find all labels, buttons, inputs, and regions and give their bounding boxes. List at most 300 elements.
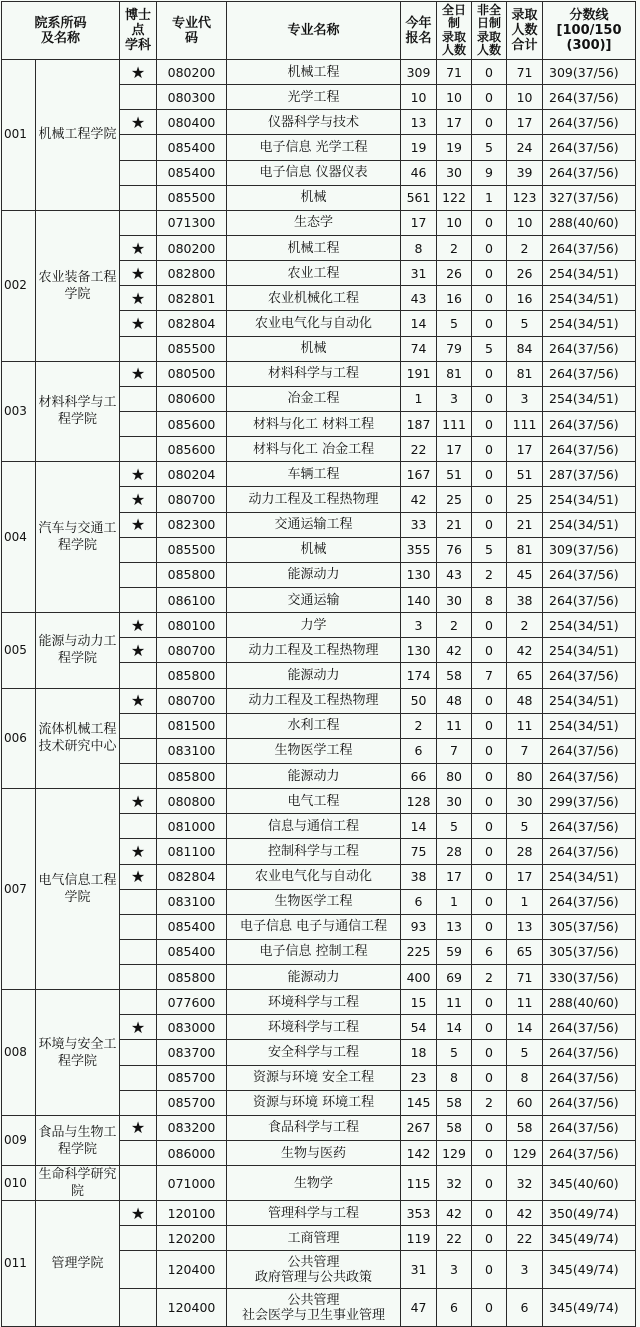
- institute-name: 农业装备工程学院: [36, 210, 120, 361]
- major-name: 交通运输: [227, 587, 401, 612]
- phd-star-icon: [120, 738, 157, 763]
- phd-star-icon: [120, 185, 157, 210]
- major-name: 工商管理: [227, 1226, 401, 1251]
- fulltime-count: 22: [437, 1226, 472, 1251]
- phd-star-icon: ★: [120, 1201, 157, 1226]
- total-count: 48: [507, 688, 543, 713]
- major-name-line: 公共管理: [287, 1254, 340, 1270]
- applicants-count: 43: [401, 286, 437, 311]
- phd-star-icon: [120, 437, 157, 462]
- fulltime-count: 30: [437, 587, 472, 612]
- total-count: 28: [507, 839, 543, 864]
- phd-star-icon: ★: [120, 311, 157, 336]
- major-name: [227, 1289, 401, 1327]
- major-code: 077600: [157, 990, 227, 1015]
- phd-star-icon: ★: [120, 1115, 157, 1140]
- total-count: 2: [507, 235, 543, 260]
- institute-code: 006: [2, 688, 36, 789]
- applicants-count: 8: [401, 235, 437, 260]
- fulltime-count: 16: [437, 286, 472, 311]
- total-count: 5: [507, 311, 543, 336]
- parttime-count: 0: [472, 638, 507, 663]
- phd-star-icon: [120, 1090, 157, 1115]
- major-name: 能源动力: [227, 965, 401, 990]
- score-line: 264(37/56): [543, 160, 636, 185]
- applicants-count: 142: [401, 1141, 437, 1166]
- score-line: 264(37/56): [543, 763, 636, 788]
- fulltime-count: 5: [437, 814, 472, 839]
- institute-name: 流体机械工程技术研究中心: [36, 688, 120, 789]
- parttime-count: 0: [472, 437, 507, 462]
- score-line: 254(34/51): [543, 688, 636, 713]
- major-name: 农业电气化与自动化: [227, 311, 401, 336]
- total-count: 111: [507, 411, 543, 436]
- applicants-count: 115: [401, 1166, 437, 1201]
- major-code: 082801: [157, 286, 227, 311]
- institute-code: 009: [2, 1115, 36, 1165]
- phd-star-icon: ★: [120, 235, 157, 260]
- total-count: 5: [507, 1040, 543, 1065]
- major-name: 食品科学与工程: [227, 1115, 401, 1140]
- score-line: 254(34/51): [543, 311, 636, 336]
- major-name: 动力工程及工程热物理: [227, 638, 401, 663]
- major-name: 力学: [227, 613, 401, 638]
- parttime-count: 0: [472, 763, 507, 788]
- applicants-count: 119: [401, 1226, 437, 1251]
- fulltime-count: 17: [437, 437, 472, 462]
- total-count: 51: [507, 462, 543, 487]
- score-line: 288(40/60): [543, 990, 636, 1015]
- parttime-count: 0: [472, 361, 507, 386]
- parttime-count: 0: [472, 789, 507, 814]
- institute-name: 材料科学与工程学院: [36, 361, 120, 462]
- phd-star-icon: ★: [120, 638, 157, 663]
- phd-star-icon: [120, 889, 157, 914]
- score-line: 254(34/51): [543, 487, 636, 512]
- phd-star-icon: [120, 914, 157, 939]
- major-name: 农业电气化与自动化: [227, 864, 401, 889]
- major-code: 080200: [157, 235, 227, 260]
- score-line: 287(37/56): [543, 462, 636, 487]
- fulltime-count: 2: [437, 613, 472, 638]
- applicants-count: 75: [401, 839, 437, 864]
- major-code: 071300: [157, 210, 227, 235]
- applicants-count: 191: [401, 361, 437, 386]
- parttime-count: 0: [472, 1289, 507, 1327]
- phd-star-icon: [120, 562, 157, 587]
- phd-star-icon: ★: [120, 613, 157, 638]
- major-name: 电子信息 控制工程: [227, 939, 401, 964]
- table-row: [2, 688, 636, 713]
- applicants-count: 74: [401, 336, 437, 361]
- major-name: 生态学: [227, 210, 401, 235]
- phd-star-icon: ★: [120, 864, 157, 889]
- phd-star-icon: [120, 210, 157, 235]
- total-count: 11: [507, 990, 543, 1015]
- score-line: 309(37/56): [543, 60, 636, 85]
- major-code: 080700: [157, 487, 227, 512]
- score-line: 264(37/56): [543, 437, 636, 462]
- phd-star-icon: [120, 763, 157, 788]
- parttime-count: 0: [472, 1251, 507, 1289]
- parttime-count: 0: [472, 990, 507, 1015]
- phd-star-icon: [120, 537, 157, 562]
- score-line: 254(34/51): [543, 386, 636, 411]
- total-count: 11: [507, 713, 543, 738]
- applicants-count: 47: [401, 1289, 437, 1327]
- parttime-count: 0: [472, 261, 507, 286]
- phd-star-icon: [120, 160, 157, 185]
- applicants-count: 225: [401, 939, 437, 964]
- fulltime-count: 76: [437, 537, 472, 562]
- major-name-line: 政府管理与公共政策: [255, 1269, 373, 1285]
- total-count: 84: [507, 336, 543, 361]
- fulltime-count: 69: [437, 965, 472, 990]
- score-line: 264(37/56): [543, 587, 636, 612]
- institute-code: 011: [2, 1201, 36, 1327]
- institute-code: 003: [2, 361, 36, 462]
- score-line: 254(34/51): [543, 713, 636, 738]
- score-line: 264(37/56): [543, 839, 636, 864]
- score-line: 254(34/51): [543, 286, 636, 311]
- applicants-count: 6: [401, 889, 437, 914]
- fulltime-count: 32: [437, 1166, 472, 1201]
- fulltime-count: 10: [437, 210, 472, 235]
- score-line: 264(37/56): [543, 1015, 636, 1040]
- institute-name: 机械工程学院: [36, 60, 120, 211]
- fulltime-count: 5: [437, 1040, 472, 1065]
- major-name: 机械: [227, 185, 401, 210]
- major-name: 水利工程: [227, 713, 401, 738]
- total-count: 5: [507, 814, 543, 839]
- score-line: 299(37/56): [543, 789, 636, 814]
- parttime-count: 0: [472, 864, 507, 889]
- parttime-count: 1: [472, 185, 507, 210]
- score-line: 264(37/56): [543, 814, 636, 839]
- phd-star-icon: ★: [120, 286, 157, 311]
- phd-star-icon: [120, 587, 157, 612]
- major-code: 080100: [157, 613, 227, 638]
- total-count: 17: [507, 437, 543, 462]
- phd-star-icon: [120, 1251, 157, 1289]
- fulltime-count: 13: [437, 914, 472, 939]
- major-code: 085500: [157, 537, 227, 562]
- major-name: 车辆工程: [227, 462, 401, 487]
- parttime-count: 0: [472, 462, 507, 487]
- major-name: 冶金工程: [227, 386, 401, 411]
- major-name: 材料与化工 冶金工程: [227, 437, 401, 462]
- fulltime-count: 7: [437, 738, 472, 763]
- institute-code: 008: [2, 990, 36, 1116]
- major-name: 机械工程: [227, 60, 401, 85]
- table-row: [2, 1115, 636, 1140]
- total-count: 6: [507, 1289, 543, 1327]
- fulltime-count: 58: [437, 663, 472, 688]
- major-code: 083100: [157, 738, 227, 763]
- total-count: 80: [507, 763, 543, 788]
- parttime-count: 0: [472, 889, 507, 914]
- major-code: 081500: [157, 713, 227, 738]
- major-name: 生物与医药: [227, 1141, 401, 1166]
- major-name: 资源与环境 安全工程: [227, 1065, 401, 1090]
- major-code: 083100: [157, 889, 227, 914]
- applicants-count: 22: [401, 437, 437, 462]
- applicants-count: 50: [401, 688, 437, 713]
- parttime-count: 0: [472, 839, 507, 864]
- fulltime-count: 48: [437, 688, 472, 713]
- phd-star-icon: [120, 85, 157, 110]
- parttime-count: 0: [472, 60, 507, 85]
- applicants-count: 3: [401, 613, 437, 638]
- score-line: 305(37/56): [543, 914, 636, 939]
- fulltime-count: 3: [437, 386, 472, 411]
- total-count: 7: [507, 738, 543, 763]
- major-code: 081000: [157, 814, 227, 839]
- parttime-count: 0: [472, 85, 507, 110]
- major-name: 电子信息 光学工程: [227, 135, 401, 160]
- major-code: 071000: [157, 1166, 227, 1201]
- major-name: 农业机械化工程: [227, 286, 401, 311]
- score-line: 350(49/74): [543, 1201, 636, 1226]
- parttime-count: 0: [472, 286, 507, 311]
- parttime-count: 0: [472, 311, 507, 336]
- phd-star-icon: ★: [120, 261, 157, 286]
- major-name: 机械工程: [227, 235, 401, 260]
- score-line: 345(49/74): [543, 1251, 636, 1289]
- total-count: 17: [507, 864, 543, 889]
- total-count: 26: [507, 261, 543, 286]
- fulltime-count: 79: [437, 336, 472, 361]
- total-count: 25: [507, 487, 543, 512]
- major-code: 082800: [157, 261, 227, 286]
- applicants-count: 309: [401, 60, 437, 85]
- fulltime-count: 30: [437, 789, 472, 814]
- parttime-count: 0: [472, 487, 507, 512]
- phd-star-icon: ★: [120, 361, 157, 386]
- parttime-count: 6: [472, 939, 507, 964]
- major-code: 080300: [157, 85, 227, 110]
- institute-name: 能源与动力工程学院: [36, 613, 120, 688]
- applicants-count: 6: [401, 738, 437, 763]
- major-name: 信息与通信工程: [227, 814, 401, 839]
- total-count: 32: [507, 1166, 543, 1201]
- fulltime-count: 59: [437, 939, 472, 964]
- parttime-count: 0: [472, 512, 507, 537]
- table-body: [2, 60, 636, 1327]
- total-count: 30: [507, 789, 543, 814]
- score-line: 305(37/56): [543, 939, 636, 964]
- applicants-count: 42: [401, 487, 437, 512]
- total-count: 3: [507, 1251, 543, 1289]
- major-name: 生物医学工程: [227, 889, 401, 914]
- parttime-count: 0: [472, 210, 507, 235]
- total-count: 123: [507, 185, 543, 210]
- major-name: 机械: [227, 336, 401, 361]
- applicants-count: 93: [401, 914, 437, 939]
- header-score: 分数线 [100/150 (300)]: [543, 2, 636, 60]
- total-count: 42: [507, 1201, 543, 1226]
- major-code: 080400: [157, 110, 227, 135]
- applicants-count: 267: [401, 1115, 437, 1140]
- fulltime-count: 71: [437, 60, 472, 85]
- applicants-count: 15: [401, 990, 437, 1015]
- phd-star-icon: [120, 990, 157, 1015]
- fulltime-count: 5: [437, 311, 472, 336]
- score-line: 264(37/56): [543, 85, 636, 110]
- table-row: [2, 1201, 636, 1226]
- major-name: 环境科学与工程: [227, 1015, 401, 1040]
- major-code: 085400: [157, 160, 227, 185]
- total-count: 71: [507, 965, 543, 990]
- total-count: 10: [507, 85, 543, 110]
- major-code: 080500: [157, 361, 227, 386]
- total-count: 81: [507, 537, 543, 562]
- fulltime-count: 51: [437, 462, 472, 487]
- major-code: 081100: [157, 839, 227, 864]
- major-code: 120100: [157, 1201, 227, 1226]
- fulltime-count: 2: [437, 235, 472, 260]
- header-total: 录取 人数 合计: [507, 2, 543, 60]
- major-code: 082804: [157, 864, 227, 889]
- phd-star-icon: ★: [120, 1015, 157, 1040]
- score-line: 264(37/56): [543, 110, 636, 135]
- major-name: 动力工程及工程热物理: [227, 688, 401, 713]
- total-count: 60: [507, 1090, 543, 1115]
- parttime-count: 0: [472, 1166, 507, 1201]
- major-code: 085800: [157, 763, 227, 788]
- score-line: 254(34/51): [543, 864, 636, 889]
- parttime-count: 5: [472, 336, 507, 361]
- table-row: [2, 789, 636, 814]
- major-code: 085700: [157, 1090, 227, 1115]
- header-phd: 博士 点 学科: [120, 2, 157, 60]
- total-count: 45: [507, 562, 543, 587]
- total-count: 8: [507, 1065, 543, 1090]
- phd-star-icon: [120, 1141, 157, 1166]
- header-major-code: 专业代 码: [157, 2, 227, 60]
- parttime-count: 2: [472, 1090, 507, 1115]
- major-name: 能源动力: [227, 663, 401, 688]
- major-code: 082804: [157, 311, 227, 336]
- fulltime-count: 122: [437, 185, 472, 210]
- major-code: 085700: [157, 1065, 227, 1090]
- institute-name: 电气信息工程学院: [36, 789, 120, 990]
- major-name: 安全科学与工程: [227, 1040, 401, 1065]
- applicants-count: 130: [401, 562, 437, 587]
- major-name: 光学工程: [227, 85, 401, 110]
- phd-star-icon: [120, 1226, 157, 1251]
- total-count: 10: [507, 210, 543, 235]
- major-name: 动力工程及工程热物理: [227, 487, 401, 512]
- fulltime-count: 80: [437, 763, 472, 788]
- score-line: 254(34/51): [543, 261, 636, 286]
- institute-code: 004: [2, 462, 36, 613]
- major-code: 085500: [157, 336, 227, 361]
- major-code: 120400: [157, 1251, 227, 1289]
- fulltime-count: 111: [437, 411, 472, 436]
- total-count: 16: [507, 286, 543, 311]
- parttime-count: 0: [472, 613, 507, 638]
- applicants-count: 10: [401, 85, 437, 110]
- score-line: 264(37/56): [543, 1141, 636, 1166]
- institute-code: 002: [2, 210, 36, 361]
- applicants-count: 128: [401, 789, 437, 814]
- applicants-count: 145: [401, 1090, 437, 1115]
- applicants-count: 1: [401, 386, 437, 411]
- fulltime-count: 42: [437, 638, 472, 663]
- parttime-count: 5: [472, 537, 507, 562]
- phd-star-icon: [120, 1040, 157, 1065]
- phd-star-icon: ★: [120, 110, 157, 135]
- fulltime-count: 58: [437, 1090, 472, 1115]
- score-line: 264(37/56): [543, 1115, 636, 1140]
- applicants-count: 23: [401, 1065, 437, 1090]
- parttime-count: 0: [472, 1201, 507, 1226]
- parttime-count: 0: [472, 1141, 507, 1166]
- applicants-count: 400: [401, 965, 437, 990]
- applicants-count: 18: [401, 1040, 437, 1065]
- major-name: 交通运输工程: [227, 512, 401, 537]
- fulltime-count: 81: [437, 361, 472, 386]
- applicants-count: 14: [401, 311, 437, 336]
- header-parttime: 非全 日制 录取 人数: [472, 2, 507, 60]
- table-row: [2, 613, 636, 638]
- score-line: 264(37/56): [543, 1090, 636, 1115]
- total-count: 58: [507, 1115, 543, 1140]
- phd-star-icon: [120, 386, 157, 411]
- major-code: 085400: [157, 135, 227, 160]
- parttime-count: 0: [472, 110, 507, 135]
- phd-star-icon: ★: [120, 487, 157, 512]
- phd-star-icon: ★: [120, 789, 157, 814]
- fulltime-count: 10: [437, 85, 472, 110]
- major-name: 材料科学与工程: [227, 361, 401, 386]
- major-name: 仪器科学与技术: [227, 110, 401, 135]
- score-line: 264(37/56): [543, 235, 636, 260]
- major-code: 085600: [157, 411, 227, 436]
- total-count: 1: [507, 889, 543, 914]
- applicants-count: 187: [401, 411, 437, 436]
- fulltime-count: 42: [437, 1201, 472, 1226]
- institute-code: 010: [2, 1166, 36, 1201]
- parttime-count: 0: [472, 1015, 507, 1040]
- major-name: 材料与化工 材料工程: [227, 411, 401, 436]
- total-count: 38: [507, 587, 543, 612]
- score-line: 264(37/56): [543, 336, 636, 361]
- applicants-count: 167: [401, 462, 437, 487]
- major-code: 082300: [157, 512, 227, 537]
- total-count: 42: [507, 638, 543, 663]
- score-line: 345(49/74): [543, 1226, 636, 1251]
- parttime-count: 0: [472, 386, 507, 411]
- score-line: 264(37/56): [543, 411, 636, 436]
- phd-star-icon: [120, 1289, 157, 1327]
- major-name-line: 社会医学与卫生事业管理: [242, 1307, 386, 1323]
- phd-star-icon: ★: [120, 839, 157, 864]
- parttime-count: 0: [472, 1040, 507, 1065]
- total-count: 24: [507, 135, 543, 160]
- total-count: 3: [507, 386, 543, 411]
- major-code: 085800: [157, 562, 227, 587]
- parttime-count: 8: [472, 587, 507, 612]
- institute-name: 环境与安全工程学院: [36, 990, 120, 1116]
- fulltime-count: 11: [437, 990, 472, 1015]
- applicants-count: 355: [401, 537, 437, 562]
- parttime-count: 0: [472, 814, 507, 839]
- score-line: 254(34/51): [543, 638, 636, 663]
- parttime-count: 2: [472, 965, 507, 990]
- major-code: 085500: [157, 185, 227, 210]
